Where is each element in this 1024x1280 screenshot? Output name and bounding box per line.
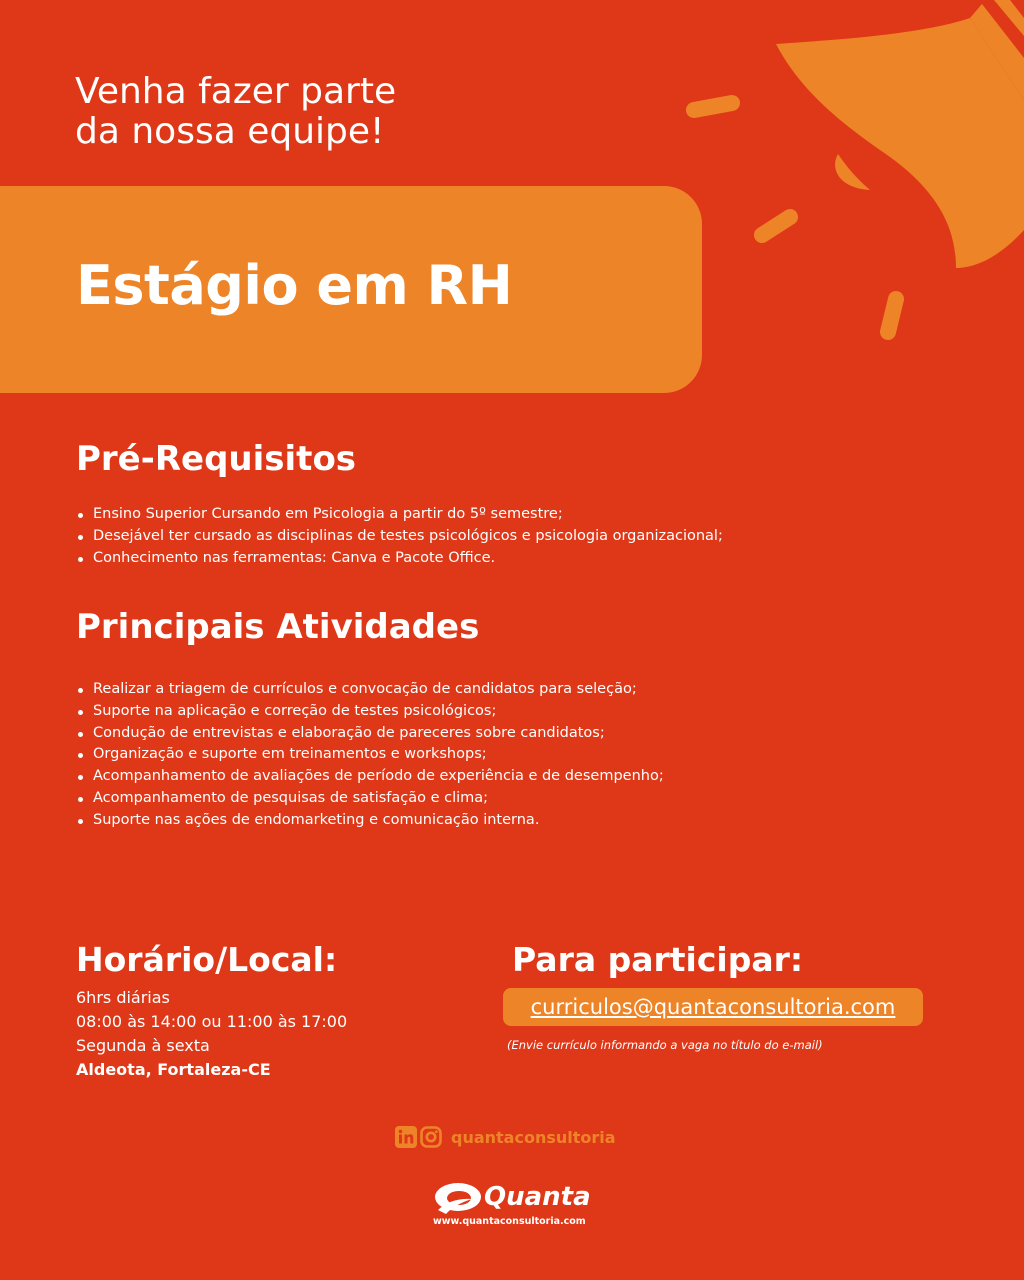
schedule-days: Segunda à sexta xyxy=(76,1036,210,1055)
quanta-logo-icon xyxy=(432,1180,484,1214)
headline-line-2: da nossa equipe! xyxy=(75,111,385,152)
email-link[interactable]: curriculos@quantaconsultoria.com xyxy=(530,995,896,1019)
requirement-item: Desejável ter cursado as disciplinas de testes psicológicos e psicologia organizacional; xyxy=(93,526,723,548)
activity-item: Acompanhamento de pesquisas de satisfação e clima; xyxy=(93,788,664,810)
headline-line-1: Venha fazer parte xyxy=(75,71,397,112)
schedule-title: Horário/Local: xyxy=(76,940,338,979)
linkedin-icon[interactable] xyxy=(395,1126,417,1148)
schedule-times: 08:00 às 14:00 ou 11:00 às 17:00 xyxy=(76,1012,348,1031)
activity-item: Acompanhamento de avaliações de período de experiência e de desempenho; xyxy=(93,766,664,788)
schedule-details xyxy=(76,986,347,1082)
apply-title: Para participar: xyxy=(512,940,804,979)
activity-item: Organização e suporte em treinamentos e workshops; xyxy=(93,744,664,766)
social-handle[interactable]: quantaconsultoria xyxy=(451,1127,616,1147)
activity-item: Realizar a triagem de currículos e convocação de candidatos para seleção; xyxy=(93,679,664,701)
activities-title: Principais Atividades xyxy=(76,607,480,647)
job-title: Estágio em RH xyxy=(76,254,513,317)
requirement-item: Ensino Superior Cursando em Psicologia a partir do 5º semestre; xyxy=(93,504,723,526)
social-row xyxy=(395,1125,616,1149)
headline xyxy=(75,72,396,152)
instagram-icon[interactable] xyxy=(420,1126,442,1148)
quanta-logo xyxy=(432,1180,602,1232)
requirements-title: Pré-Requisitos xyxy=(76,439,357,479)
megaphone-icon xyxy=(680,0,1024,360)
requirement-item: Conhecimento nas ferramentas: Canva e Pacote Office. xyxy=(93,548,723,570)
email-badge xyxy=(503,988,923,1026)
activities-list xyxy=(93,679,664,832)
brand-url[interactable]: www.quantaconsultoria.com xyxy=(433,1216,586,1227)
activity-item: Condução de entrevistas e elaboração de pareceres sobre candidatos; xyxy=(93,723,664,745)
brand-name: Quanta xyxy=(484,1182,591,1212)
activity-item: Suporte na aplicação e correção de testes psicológicos; xyxy=(93,701,664,723)
schedule-hours: 6hrs diárias xyxy=(76,988,170,1007)
requirements-list xyxy=(93,504,723,569)
activity-item: Suporte nas ações de endomarketing e comunicação interna. xyxy=(93,810,664,832)
schedule-location: Aldeota, Fortaleza-CE xyxy=(76,1060,271,1079)
apply-note: (Envie currículo informando a vaga no título do e-mail) xyxy=(507,1038,823,1052)
